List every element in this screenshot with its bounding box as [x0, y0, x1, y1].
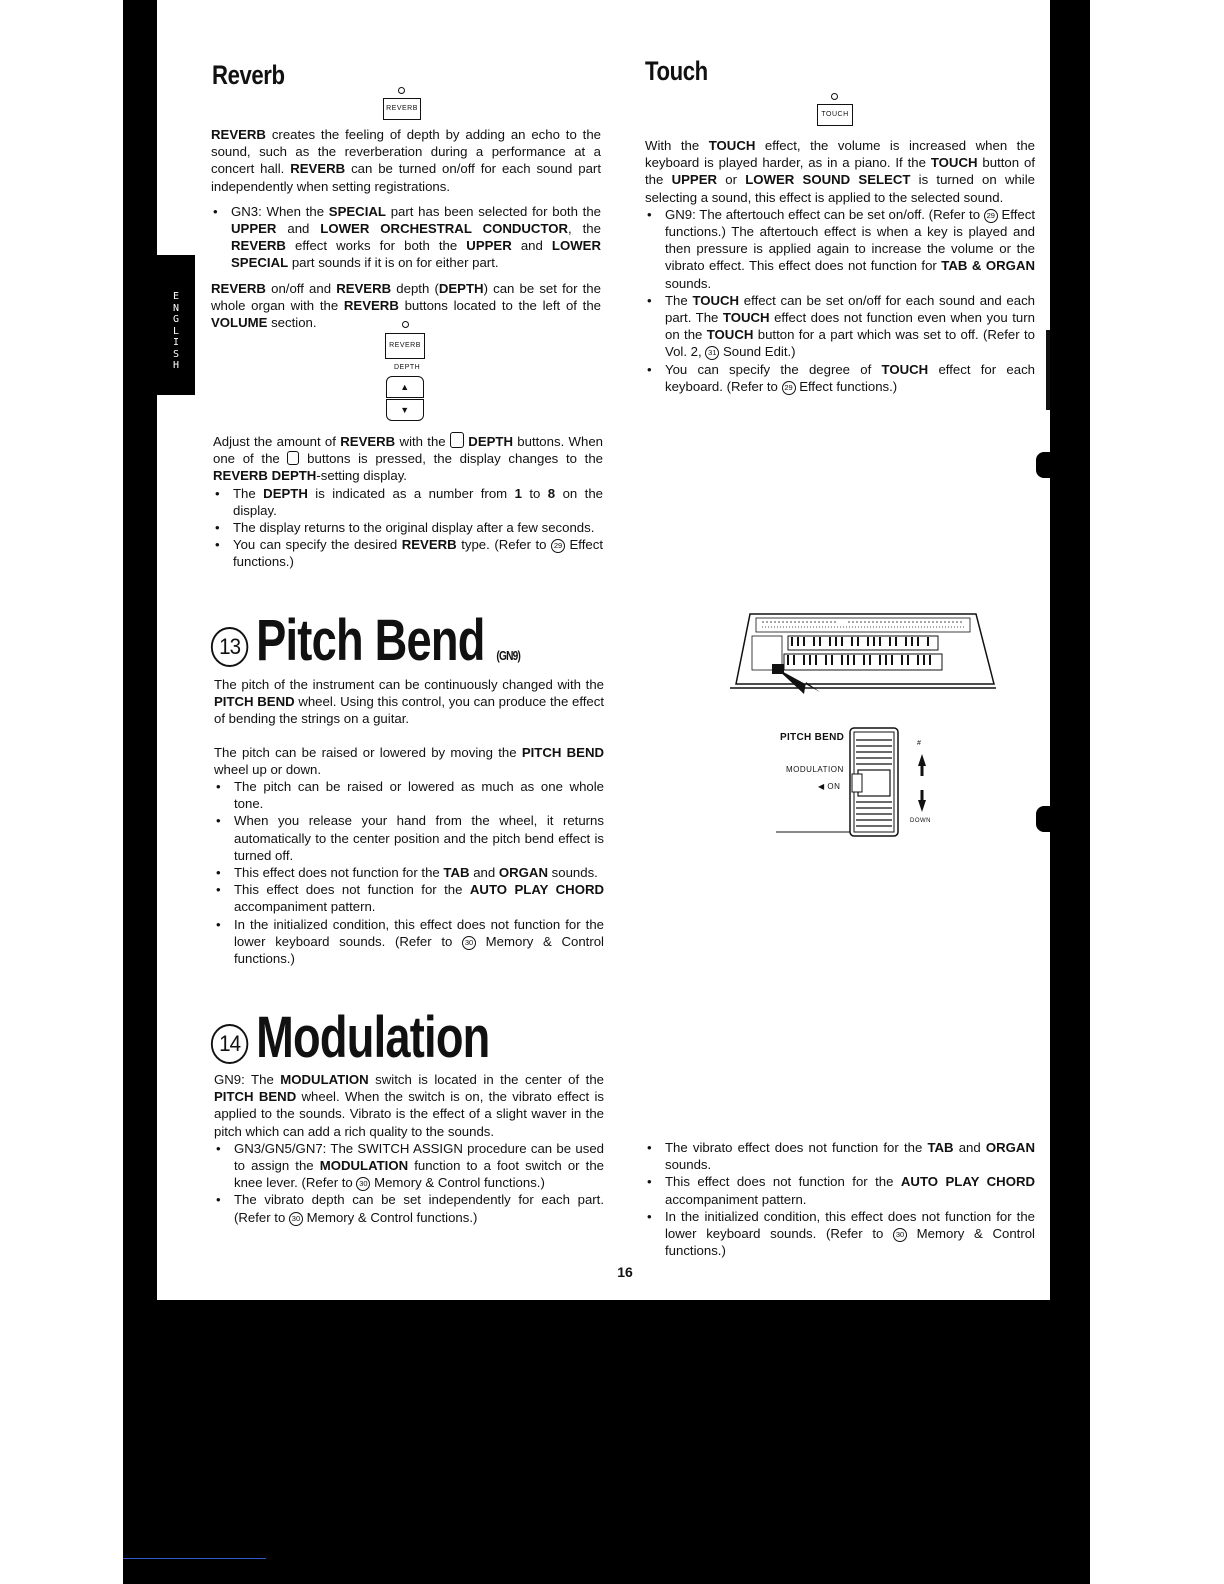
list-item: • When you release your hand from the wheel, it returns automatically to the center position and the pitch bend effect is turned off. [214, 812, 604, 864]
section-number-icon: 13 [211, 627, 248, 667]
modulation-list [214, 1140, 604, 1226]
modulation-heading: 14 Modulation [214, 1004, 490, 1071]
list-item: • The vibrato depth can be set independently for each part. (Refer to 30 Memory & Control functions.) [214, 1191, 604, 1225]
modulation-fig-label: MODULATION [786, 765, 844, 774]
left-margin [0, 0, 123, 1584]
reverb-led-icon [402, 321, 409, 328]
depth-buttons-icon [287, 451, 299, 465]
reverb-button-icon: REVERB [385, 333, 425, 359]
pitch-bend-heading: 13 Pitch Bend (GN9) [214, 607, 520, 674]
list-item: • The display returns to the original display after a few seconds. [213, 519, 603, 536]
down-fig-label: DOWN [910, 818, 931, 824]
modulation-right-list [645, 1139, 1035, 1259]
section-number-icon: 14 [211, 1024, 248, 1064]
list-item: • In the initialized condition, this effect does not function for the lower keyboard sounds. (Refer to 30 Memory & Control functions.) [645, 1208, 1035, 1260]
list-item: • The TOUCH effect can be set on/off for each sound and each part. The TOUCH effect does not function even when you turn on the TOUCH button for a part which was set to off. (Refer to Vol. 2, 31 Sound Edit.) [645, 292, 1035, 361]
reverb-depth-section [213, 432, 603, 571]
depth-label: DEPTH [394, 364, 421, 371]
list-item: • GN9: The aftertouch effect can be set on/off. (Refer to 29 Effect functions.) The aftertouch effect is when a key is played and then pressure is applied again to increase the volume or the vibrato effect. This effect does not function for TAB & ORGAN sounds. [645, 206, 1035, 292]
depth-up-icon: ▲ [386, 376, 424, 398]
pitch-bend-wheel-icon [776, 726, 936, 838]
modulation-paragraph-1: GN9: The MODULATION switch is located in the center of the PITCH BEND wheel. When the switch is on, the vibrato effect is applied to the sounds. Vibrato is the effect of a slight waver in the pitch which can add a rich quality to the sounds. [214, 1072, 605, 1139]
reverb-section [211, 126, 601, 331]
link-underline [123, 1558, 266, 1559]
reverb-depth-list [213, 485, 603, 571]
reverb-led-icon [398, 87, 405, 94]
touch-section [645, 137, 1035, 395]
depth-down-icon: ▼ [386, 399, 424, 421]
reverb-button-icon: REVERB [383, 98, 421, 120]
right-margin [1090, 0, 1224, 1584]
list-item: • GN3/GN5/GN7: The SWITCH ASSIGN procedure can be used to assign the MODULATION function to a foot switch or the knee lever. (Refer to 30 Memory & Control functions.) [214, 1140, 604, 1192]
pitch-bend-paragraph-2: The pitch can be raised or lowered by moving the PITCH BEND wheel up or down. [214, 744, 605, 777]
touch-button-icon: TOUCH [817, 104, 853, 126]
depth-buttons-icon [450, 432, 464, 448]
touch-heading: Touch [645, 56, 708, 86]
pitch-bend-paragraph-1: The pitch of the instrument can be continuously changed with the PITCH BEND wheel. Using this control, you can produce the effect of bending the strings on a guitar. [214, 677, 604, 727]
bottom-scan-border [123, 1300, 1090, 1584]
modulation-section [214, 1071, 604, 1226]
edge-mark [1046, 330, 1050, 410]
list-item: • You can specify the desired REVERB type. (Refer to 29 Effect functions.) [213, 536, 603, 570]
binding-hole-mark [1036, 806, 1052, 832]
modulation-right-section [645, 1139, 1035, 1259]
list-item: • This effect does not function for the AUTO PLAY CHORD accompaniment pattern. [214, 881, 604, 915]
pitch-bend-fig-label: PITCH BEND [780, 732, 845, 743]
list-item: • The DEPTH is indicated as a number from 1 to 8 on the display. [213, 485, 603, 519]
touch-paragraph-1: With the TOUCH effect, the volume is increased when the keyboard is played harder, as in a piano. If the TOUCH button of the UPPER or LOWER SOUND SELECT is turned on while selecting a sound, this effect is applied to the selected sound. [645, 138, 1035, 205]
list-item: • In the initialized condition, this effect does not function for the lower keyboard sounds. (Refer to 30 Memory & Control functions.) [214, 916, 604, 968]
up-fig-label: # [917, 740, 922, 747]
touch-led-icon [831, 93, 838, 100]
reverb-paragraph-1: REVERB creates the feeling of depth by adding an echo to the sound, such as the reverberation during a performance at a concert hall. REVERB can be turned on/off for each sound part independently when setting registrations. [211, 127, 601, 194]
organ-illustration [728, 606, 998, 706]
pitch-bend-section [214, 676, 604, 967]
reverb-heading: Reverb [212, 60, 285, 90]
reverb-paragraph-2: REVERB on/off and REVERB depth (DEPTH) can be set for the whole organ with the REVERB buttons located to the left of the VOLUME section. [211, 280, 602, 331]
pitch-bend-list [214, 778, 604, 967]
touch-list [645, 206, 1035, 395]
language-tab: E N G L I S H [157, 255, 195, 395]
binding-hole-mark [1036, 452, 1052, 478]
list-item: • This effect does not function for the TAB and ORGAN sounds. [214, 864, 604, 881]
list-item: • This effect does not function for the AUTO PLAY CHORD accompaniment pattern. [645, 1173, 1035, 1207]
list-item: • The pitch can be raised or lowered as much as one whole tone. [214, 778, 604, 812]
page-number: 16 [617, 1264, 633, 1280]
on-fig-label: ◀ ON [818, 782, 841, 791]
list-item: • GN3: When the SPECIAL part has been selected for both the UPPER and LOWER ORCHESTRAL CONDUCTOR, the REVERB effect works for both the UPPER and LOWER SPECIAL part sounds if it is on for either part. [211, 203, 601, 272]
list-item: • You can specify the degree of TOUCH effect for each keyboard. (Refer to 29 Effect functions.) [645, 361, 1035, 395]
list-item: • The vibrato effect does not function for the TAB and ORGAN sounds. [645, 1139, 1035, 1173]
reverb-gn3-list [211, 203, 601, 272]
reverb-adjust-paragraph: Adjust the amount of REVERB with the DEPTH buttons. When one of the buttons is pressed, the display changes to the REVERB DEPTH-setting display. [213, 434, 604, 484]
